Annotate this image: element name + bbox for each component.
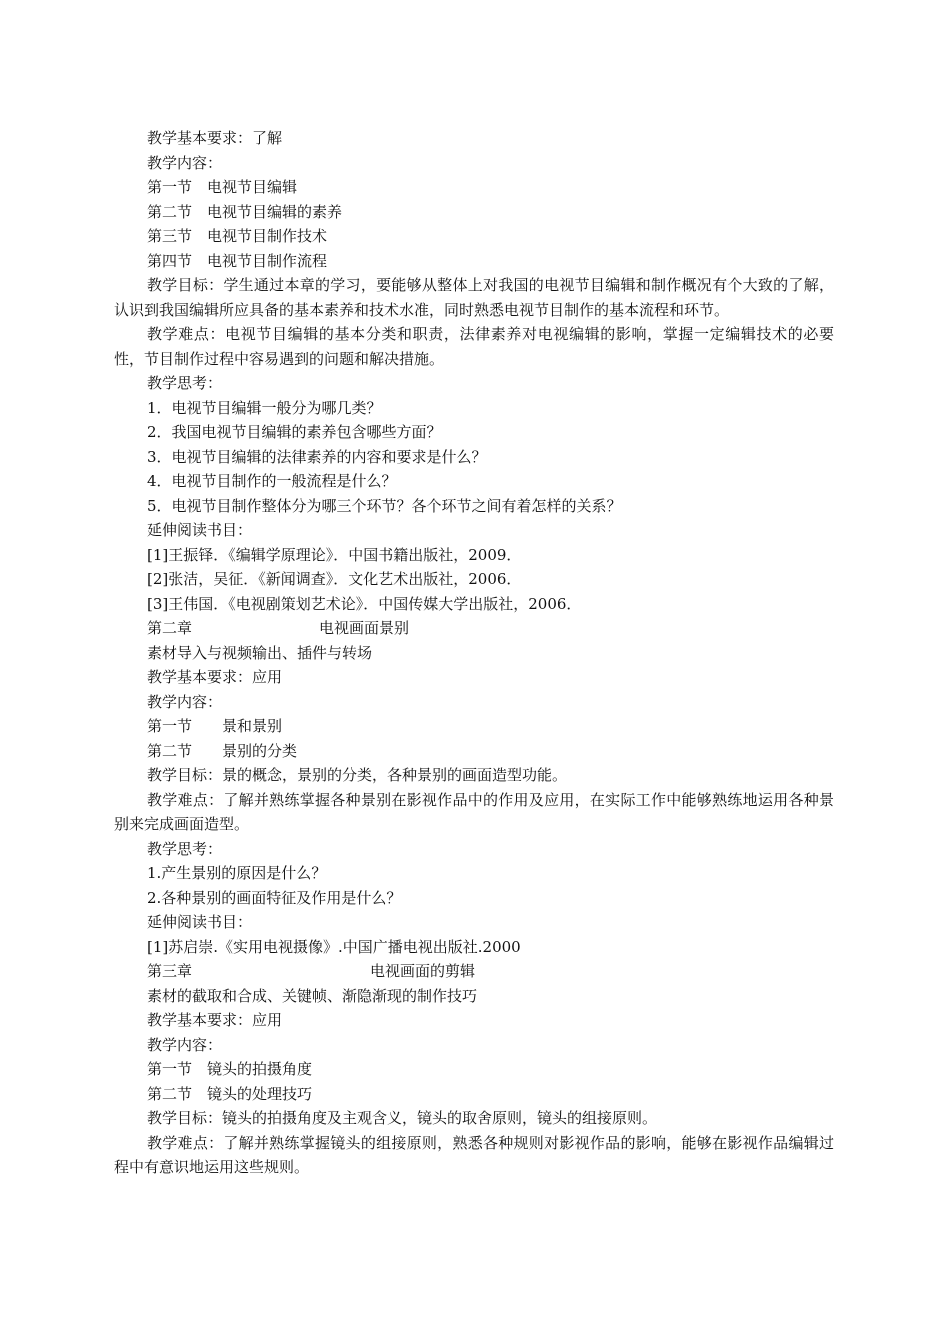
- reading-item: [2]张洁，吴征．《新闻调查》．文化艺术出版社，2006．: [147, 570, 522, 588]
- teaching-difficulty: 教学难点：了解并熟练掌握各种景别在影视作品中的作用及应用，在实际工作中能够熟练地运用各种景别来完成画面造型。: [114, 790, 834, 833]
- chapter-heading: [114, 616, 834, 641]
- basic-requirement: 教学基本要求：应用: [147, 668, 283, 686]
- teaching-difficulty: 教学难点：电视节目编辑的基本分类和职责，法律素养对电视编辑的影响，掌握一定编辑技术的必要性，节目制作过程中容易遇到的问题和解决措施。: [114, 325, 834, 368]
- section-item: 第四节 电视节目制作流程: [147, 251, 328, 270]
- section-item: 第二节 景别的分类: [147, 741, 298, 760]
- question-item: 1．电视节目编辑一般分为哪几类？: [147, 398, 382, 417]
- section-item: 第一节 景和景别: [147, 717, 283, 735]
- chapter-subtitle: 素材的截取和合成、关键帧、渐隐渐现的制作技巧: [147, 986, 478, 1005]
- document-body: [114, 126, 834, 1180]
- question-item: 4．电视节目制作的一般流程是什么？: [147, 472, 397, 490]
- section-item: 第二节 镜头的处理技巧: [147, 1084, 313, 1103]
- section-item: 第一节 电视节目编辑: [147, 178, 298, 196]
- question-item: 3．电视节目编辑的法律素养的内容和要求是什么？: [147, 447, 487, 466]
- chapter-number: 第三章: [147, 962, 193, 980]
- reading-label: 延伸阅读书目：: [147, 913, 253, 931]
- question-item: 5．电视节目制作整体分为哪三个环节？各个环节之间有着怎样的关系？: [147, 496, 622, 515]
- chapter-title: 电视画面的剪辑: [370, 962, 476, 980]
- basic-requirement: 教学基本要求：了解: [147, 129, 283, 147]
- chapter-subtitle: 素材导入与视频输出、插件与转场: [147, 643, 373, 662]
- teaching-difficulty: 教学难点：了解并熟练掌握镜头的组接原则，熟悉各种规则对影视作品的影响，能够在影视作品编辑过程中有意识地运用这些规则。: [114, 1133, 834, 1176]
- content-label: 教学内容：: [147, 1035, 223, 1054]
- section-item: 第三节 电视节目制作技术: [147, 227, 328, 245]
- teaching-objective: 教学目标：学生通过本章的学习，要能够从整体上对我国的电视节目编辑和制作概况有个大致的了解，认识到我国编辑所应具备的基本素养和技术水准，同时熟悉电视节目制作的基本流程和环节。: [114, 276, 834, 319]
- section-item: 第二节 电视节目编辑的素养: [147, 202, 343, 221]
- question-item: 2.各种景别的画面特征及作用是什么？: [147, 888, 402, 907]
- reading-label: 延伸阅读书目：: [147, 521, 253, 539]
- question-item: 2．我国电视节目编辑的素养包含哪些方面？: [147, 423, 442, 441]
- chapter-heading: [114, 959, 834, 984]
- question-item: 1.产生景别的原因是什么？: [147, 864, 327, 882]
- content-label: 教学内容：: [147, 692, 223, 711]
- chapter-title: 电视画面景别: [319, 619, 410, 637]
- section-item: 第一节 镜头的拍摄角度: [147, 1060, 313, 1078]
- reading-item: [3]王伟国．《电视剧策划艺术论》．中国传媒大学出版社，2006．: [147, 594, 582, 613]
- teaching-objective: 教学目标：景的概念，景别的分类，各种景别的画面造型功能。: [147, 766, 568, 784]
- thinking-label: 教学思考：: [147, 374, 223, 392]
- content-label: 教学内容：: [147, 153, 223, 172]
- teaching-objective: 教学目标：镜头的拍摄角度及主观含义，镜头的取舍原则，镜头的组接原则。: [147, 1109, 658, 1127]
- reading-item: [1]苏启崇.《实用电视摄像》.中国广播电视出版社.2000: [147, 937, 521, 956]
- chapter-number: 第二章: [147, 619, 193, 637]
- reading-item: [1]王振铎．《编辑学原理论》．中国书籍出版社，2009．: [147, 545, 522, 564]
- thinking-label: 教学思考：: [147, 839, 223, 858]
- basic-requirement: 教学基本要求：应用: [147, 1011, 283, 1029]
